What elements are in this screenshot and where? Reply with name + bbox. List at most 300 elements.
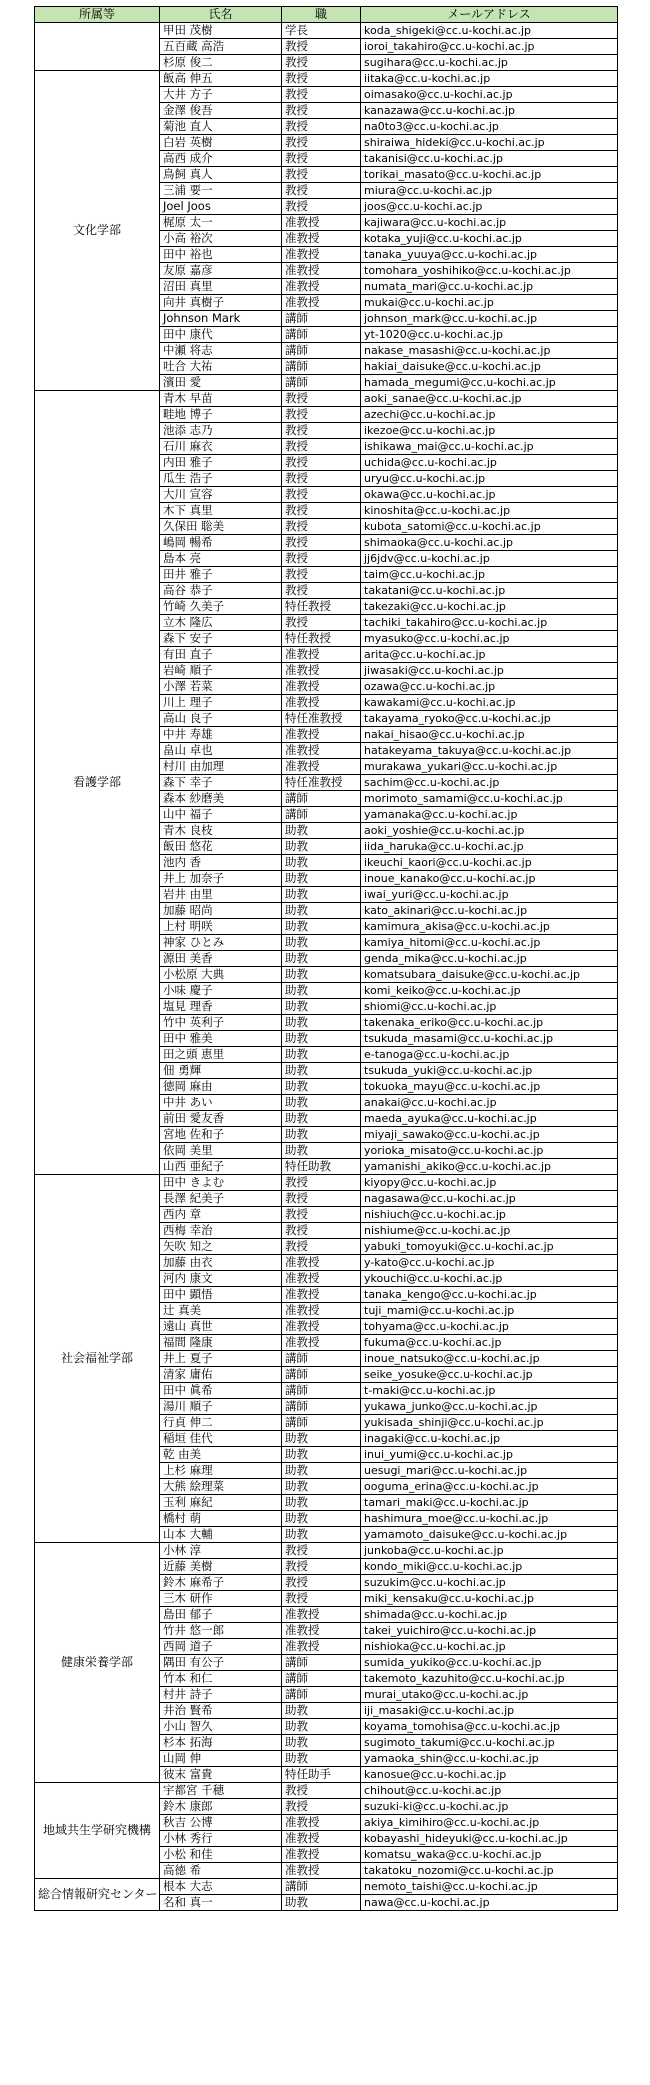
position-cell: 准教授 [282, 295, 361, 311]
email-cell: kondo_miki@cc.u-kochi.ac.jp [361, 1559, 618, 1575]
email-cell: nishiuch@cc.u-kochi.ac.jp [361, 1207, 618, 1223]
name-cell: 長澤 紀美子 [160, 1191, 282, 1207]
email-cell: azechi@cc.u-kochi.ac.jp [361, 407, 618, 423]
name-cell: 小松 和佳 [160, 1847, 282, 1863]
email-cell: suzukim@cc.u-kochi.ac.jp [361, 1575, 618, 1591]
name-cell: 中井 寿雄 [160, 727, 282, 743]
email-cell: tanaka_yuuya@cc.u-kochi.ac.jp [361, 247, 618, 263]
position-cell: 特任助手 [282, 1767, 361, 1783]
email-cell: inui_yumi@cc.u-kochi.ac.jp [361, 1447, 618, 1463]
position-cell: 助教 [282, 839, 361, 855]
position-cell: 講師 [282, 1687, 361, 1703]
position-cell: 助教 [282, 1703, 361, 1719]
email-cell: komi_keiko@cc.u-kochi.ac.jp [361, 983, 618, 999]
position-cell: 助教 [282, 871, 361, 887]
position-cell: 准教授 [282, 1335, 361, 1351]
staff-directory-sheet [34, 6, 617, 1911]
email-cell: akiya_kimihiro@cc.u-kochi.ac.jp [361, 1815, 618, 1831]
name-cell: 池添 志乃 [160, 423, 282, 439]
name-cell: 有田 直子 [160, 647, 282, 663]
email-cell: shimaoka@cc.u-kochi.ac.jp [361, 535, 618, 551]
position-cell: 講師 [282, 1415, 361, 1431]
email-cell: aoki_yoshie@cc.u-kochi.ac.jp [361, 823, 618, 839]
position-cell: 助教 [282, 823, 361, 839]
email-cell: inoue_kanako@cc.u-kochi.ac.jp [361, 871, 618, 887]
email-cell: aoki_sanae@cc.u-kochi.ac.jp [361, 391, 618, 407]
position-cell: 講師 [282, 1671, 361, 1687]
email-cell: kobayashi_hideyuki@cc.u-kochi.ac.jp [361, 1831, 618, 1847]
email-cell: tamari_maki@cc.u-kochi.ac.jp [361, 1495, 618, 1511]
name-cell: 井治 賢希 [160, 1703, 282, 1719]
name-cell: 田之頭 恵里 [160, 1047, 282, 1063]
name-cell: 竹崎 久美子 [160, 599, 282, 615]
position-cell: 教授 [282, 1175, 361, 1191]
name-cell: 宇都宮 千穂 [160, 1783, 282, 1799]
name-cell: 山西 亜紀子 [160, 1159, 282, 1175]
position-cell: 助教 [282, 1031, 361, 1047]
position-cell: 教授 [282, 1559, 361, 1575]
email-cell: iitaka@cc.u-kochi.ac.jp [361, 71, 618, 87]
position-cell: 助教 [282, 1495, 361, 1511]
email-cell: mukai@cc.u-kochi.ac.jp [361, 295, 618, 311]
position-cell: 学長 [282, 23, 361, 39]
table-row [35, 1879, 618, 1895]
name-cell: 鈴木 麻希子 [160, 1575, 282, 1591]
header-row [35, 7, 618, 23]
email-cell: johnson_mark@cc.u-kochi.ac.jp [361, 311, 618, 327]
name-cell: 高山 良子 [160, 711, 282, 727]
name-cell: 三木 研作 [160, 1591, 282, 1607]
name-cell: 竹本 和仁 [160, 1671, 282, 1687]
email-cell: shiomi@cc.u-kochi.ac.jp [361, 999, 618, 1015]
table-row [35, 1783, 618, 1799]
position-cell: 教授 [282, 119, 361, 135]
email-cell: inagaki@cc.u-kochi.ac.jp [361, 1431, 618, 1447]
email-cell: takatoku_nozomi@cc.u-kochi.ac.jp [361, 1863, 618, 1879]
position-cell: 講師 [282, 359, 361, 375]
name-cell: 白岩 英樹 [160, 135, 282, 151]
email-cell: ooguma_erina@cc.u-kochi.ac.jp [361, 1479, 618, 1495]
name-cell: 島本 亮 [160, 551, 282, 567]
email-cell: e-tanoga@cc.u-kochi.ac.jp [361, 1047, 618, 1063]
position-cell: 教授 [282, 615, 361, 631]
position-cell: 准教授 [282, 1623, 361, 1639]
position-cell: 講師 [282, 791, 361, 807]
name-cell: 前田 愛友香 [160, 1111, 282, 1127]
name-cell: 川上 理子 [160, 695, 282, 711]
position-cell: 特任准教授 [282, 775, 361, 791]
email-cell: miki_kensaku@cc.u-kochi.ac.jp [361, 1591, 618, 1607]
email-cell: nemoto_taishi@cc.u-kochi.ac.jp [361, 1879, 618, 1895]
email-cell: miura@cc.u-kochi.ac.jp [361, 183, 618, 199]
name-cell: 彼末 富貴 [160, 1767, 282, 1783]
name-cell: 内田 雅子 [160, 455, 282, 471]
position-cell: 助教 [282, 855, 361, 871]
email-cell: genda_mika@cc.u-kochi.ac.jp [361, 951, 618, 967]
position-cell: 助教 [282, 1063, 361, 1079]
position-cell: 助教 [282, 1751, 361, 1767]
name-cell: 高谷 恭子 [160, 583, 282, 599]
name-cell: 友原 嘉彦 [160, 263, 282, 279]
position-cell: 教授 [282, 87, 361, 103]
name-cell: 西梅 幸治 [160, 1223, 282, 1239]
name-cell: 池内 香 [160, 855, 282, 871]
table-row [35, 1543, 618, 1559]
position-cell: 教授 [282, 487, 361, 503]
email-cell: yabuki_tomoyuki@cc.u-kochi.ac.jp [361, 1239, 618, 1255]
name-cell: 畠山 卓也 [160, 743, 282, 759]
position-cell: 特任教授 [282, 631, 361, 647]
position-cell: 助教 [282, 935, 361, 951]
position-cell: 教授 [282, 151, 361, 167]
name-cell: 飯高 伸五 [160, 71, 282, 87]
email-cell: tohyama@cc.u-kochi.ac.jp [361, 1319, 618, 1335]
position-cell: 助教 [282, 1015, 361, 1031]
name-cell: 河内 康文 [160, 1271, 282, 1287]
position-cell: 助教 [282, 1127, 361, 1143]
position-cell: 助教 [282, 1511, 361, 1527]
email-cell: komatsubara_daisuke@cc.u-kochi.ac.jp [361, 967, 618, 983]
email-cell: kamimura_akisa@cc.u-kochi.ac.jp [361, 919, 618, 935]
email-cell: iida_haruka@cc.u-kochi.ac.jp [361, 839, 618, 855]
position-cell: 教授 [282, 423, 361, 439]
name-cell: 高西 成介 [160, 151, 282, 167]
name-cell: 杉本 拓海 [160, 1735, 282, 1751]
name-cell: Johnson Mark [160, 311, 282, 327]
name-cell: 上杉 麻理 [160, 1463, 282, 1479]
position-cell: 准教授 [282, 1815, 361, 1831]
name-cell: 三浦 要一 [160, 183, 282, 199]
name-cell: 田中 顕悟 [160, 1287, 282, 1303]
name-cell: 甲田 茂樹 [160, 23, 282, 39]
email-cell: yamanaka@cc.u-kochi.ac.jp [361, 807, 618, 823]
name-cell: 瓜生 浩子 [160, 471, 282, 487]
position-cell: 准教授 [282, 1319, 361, 1335]
position-cell: 教授 [282, 407, 361, 423]
position-cell: 准教授 [282, 1271, 361, 1287]
table-body [35, 23, 618, 1911]
name-cell: 村井 詩子 [160, 1687, 282, 1703]
position-cell: 助教 [282, 919, 361, 935]
email-cell: yt-1020@cc.u-kochi.ac.jp [361, 327, 618, 343]
email-cell: hakiai_daisuke@cc.u-kochi.ac.jp [361, 359, 618, 375]
name-cell: 遠山 真世 [160, 1319, 282, 1335]
position-cell: 准教授 [282, 679, 361, 695]
position-cell: 教授 [282, 503, 361, 519]
position-cell: 助教 [282, 1047, 361, 1063]
position-cell: 准教授 [282, 759, 361, 775]
name-cell: 杉原 俊二 [160, 55, 282, 71]
email-cell: ykouchi@cc.u-kochi.ac.jp [361, 1271, 618, 1287]
position-cell: 助教 [282, 887, 361, 903]
position-cell: 教授 [282, 1575, 361, 1591]
department-cell: 地域共生学研究機構 [35, 1783, 160, 1879]
name-cell: 村川 由加理 [160, 759, 282, 775]
name-cell: 鈴木 康郎 [160, 1799, 282, 1815]
name-cell: 田中 眞希 [160, 1383, 282, 1399]
email-cell: kiyopy@cc.u-kochi.ac.jp [361, 1175, 618, 1191]
position-cell: 教授 [282, 183, 361, 199]
email-cell: kanazawa@cc.u-kochi.ac.jp [361, 103, 618, 119]
name-cell: 岩井 由里 [160, 887, 282, 903]
name-cell: 山本 大輔 [160, 1527, 282, 1543]
position-cell: 教授 [282, 1191, 361, 1207]
position-cell: 助教 [282, 1431, 361, 1447]
position-cell: 特任助教 [282, 1159, 361, 1175]
position-cell: 准教授 [282, 695, 361, 711]
name-cell: 井上 加奈子 [160, 871, 282, 887]
position-cell: 講師 [282, 311, 361, 327]
email-cell: hashimura_moe@cc.u-kochi.ac.jp [361, 1511, 618, 1527]
name-cell: 小山 智久 [160, 1719, 282, 1735]
email-cell: sachim@cc.u-kochi.ac.jp [361, 775, 618, 791]
email-cell: uryu@cc.u-kochi.ac.jp [361, 471, 618, 487]
name-cell: 加藤 昭尚 [160, 903, 282, 919]
department-cell: 看護学部 [35, 391, 160, 1175]
position-cell: 教授 [282, 583, 361, 599]
position-cell: 准教授 [282, 1831, 361, 1847]
position-cell: 教授 [282, 1783, 361, 1799]
name-cell: 山中 福子 [160, 807, 282, 823]
email-cell: yamanishi_akiko@cc.u-kochi.ac.jp [361, 1159, 618, 1175]
position-cell: 教授 [282, 199, 361, 215]
email-cell: myasuko@cc.u-kochi.ac.jp [361, 631, 618, 647]
header-email: メールアドレス [361, 7, 618, 23]
name-cell: 中瀬 将志 [160, 343, 282, 359]
email-cell: yukawa_junko@cc.u-kochi.ac.jp [361, 1399, 618, 1415]
position-cell: 助教 [282, 1479, 361, 1495]
email-cell: nakase_masashi@cc.u-kochi.ac.jp [361, 343, 618, 359]
email-cell: iji_masaki@cc.u-kochi.ac.jp [361, 1703, 618, 1719]
name-cell: 名和 真一 [160, 1895, 282, 1911]
name-cell: 秋吉 公博 [160, 1815, 282, 1831]
header-position: 職 [282, 7, 361, 23]
name-cell: 湯川 順子 [160, 1399, 282, 1415]
name-cell: 青木 良枝 [160, 823, 282, 839]
email-cell: ioroi_takahiro@cc.u-kochi.ac.jp [361, 39, 618, 55]
email-cell: sugihara@cc.u-kochi.ac.jp [361, 55, 618, 71]
staff-directory-table [34, 6, 618, 1911]
table-row [35, 71, 618, 87]
name-cell: 神家 ひとみ [160, 935, 282, 951]
name-cell: 上村 明咲 [160, 919, 282, 935]
position-cell: 准教授 [282, 263, 361, 279]
position-cell: 助教 [282, 1527, 361, 1543]
position-cell: 准教授 [282, 1639, 361, 1655]
name-cell: 中井 あい [160, 1095, 282, 1111]
position-cell: 講師 [282, 343, 361, 359]
email-cell: oimasako@cc.u-kochi.ac.jp [361, 87, 618, 103]
position-cell: 准教授 [282, 279, 361, 295]
position-cell: 教授 [282, 55, 361, 71]
name-cell: 近藤 美樹 [160, 1559, 282, 1575]
email-cell: jj6jdv@cc.u-kochi.ac.jp [361, 551, 618, 567]
name-cell: 大熊 絵理菜 [160, 1479, 282, 1495]
email-cell: yamaoka_shin@cc.u-kochi.ac.jp [361, 1751, 618, 1767]
email-cell: yorioka_misato@cc.u-kochi.ac.jp [361, 1143, 618, 1159]
email-cell: numata_mari@cc.u-kochi.ac.jp [361, 279, 618, 295]
position-cell: 講師 [282, 1367, 361, 1383]
name-cell: 島田 郁子 [160, 1607, 282, 1623]
position-cell: 助教 [282, 1735, 361, 1751]
position-cell: 教授 [282, 551, 361, 567]
name-cell: 鳥飼 真人 [160, 167, 282, 183]
position-cell: 教授 [282, 135, 361, 151]
name-cell: 竹井 悠一郎 [160, 1623, 282, 1639]
email-cell: joos@cc.u-kochi.ac.jp [361, 199, 618, 215]
position-cell: 准教授 [282, 1607, 361, 1623]
position-cell: 教授 [282, 1591, 361, 1607]
email-cell: taim@cc.u-kochi.ac.jp [361, 567, 618, 583]
name-cell: 行貞 伸二 [160, 1415, 282, 1431]
name-cell: 大井 方子 [160, 87, 282, 103]
name-cell: 井上 夏子 [160, 1351, 282, 1367]
name-cell: 小味 慶子 [160, 983, 282, 999]
position-cell: 助教 [282, 1095, 361, 1111]
position-cell: 教授 [282, 103, 361, 119]
position-cell: 准教授 [282, 1847, 361, 1863]
position-cell: 助教 [282, 1111, 361, 1127]
position-cell: 准教授 [282, 1255, 361, 1271]
email-cell: ozawa@cc.u-kochi.ac.jp [361, 679, 618, 695]
name-cell: 向井 真樹子 [160, 295, 282, 311]
name-cell: 石川 麻衣 [160, 439, 282, 455]
position-cell: 教授 [282, 1207, 361, 1223]
header-name: 氏名 [160, 7, 282, 23]
name-cell: 玉利 麻紀 [160, 1495, 282, 1511]
email-cell: murai_utako@cc.u-kochi.ac.jp [361, 1687, 618, 1703]
position-cell: 特任准教授 [282, 711, 361, 727]
position-cell: 講師 [282, 327, 361, 343]
email-cell: takanisi@cc.u-kochi.ac.jp [361, 151, 618, 167]
email-cell: tuji_mami@cc.u-kochi.ac.jp [361, 1303, 618, 1319]
position-cell: 助教 [282, 1079, 361, 1095]
email-cell: hatakeyama_takuya@cc.u-kochi.ac.jp [361, 743, 618, 759]
email-cell: tokuoka_mayu@cc.u-kochi.ac.jp [361, 1079, 618, 1095]
name-cell: 濱田 愛 [160, 375, 282, 391]
email-cell: arita@cc.u-kochi.ac.jp [361, 647, 618, 663]
name-cell: 徳岡 麻由 [160, 1079, 282, 1095]
position-cell: 教授 [282, 439, 361, 455]
email-cell: okawa@cc.u-kochi.ac.jp [361, 487, 618, 503]
name-cell: 木下 真里 [160, 503, 282, 519]
email-cell: kubota_satomi@cc.u-kochi.ac.jp [361, 519, 618, 535]
name-cell: 田中 雅美 [160, 1031, 282, 1047]
name-cell: 小林 秀行 [160, 1831, 282, 1847]
table-row [35, 1175, 618, 1191]
email-cell: nagasawa@cc.u-kochi.ac.jp [361, 1191, 618, 1207]
email-cell: murakawa_yukari@cc.u-kochi.ac.jp [361, 759, 618, 775]
position-cell: 助教 [282, 967, 361, 983]
email-cell: miyaji_sawako@cc.u-kochi.ac.jp [361, 1127, 618, 1143]
email-cell: shiraiwa_hideki@cc.u-kochi.ac.jp [361, 135, 618, 151]
position-cell: 准教授 [282, 647, 361, 663]
name-cell: 沼田 真里 [160, 279, 282, 295]
email-cell: kamiya_hitomi@cc.u-kochi.ac.jp [361, 935, 618, 951]
name-cell: 五百蔵 高浩 [160, 39, 282, 55]
table-header [35, 7, 618, 23]
name-cell: 宮地 佐和子 [160, 1127, 282, 1143]
email-cell: takemoto_kazuhito@cc.u-kochi.ac.jp [361, 1671, 618, 1687]
email-cell: takei_yuichiro@cc.u-kochi.ac.jp [361, 1623, 618, 1639]
name-cell: 佃 勇輝 [160, 1063, 282, 1079]
name-cell: 小高 裕次 [160, 231, 282, 247]
email-cell: tsukuda_masami@cc.u-kochi.ac.jp [361, 1031, 618, 1047]
name-cell: 大川 宣容 [160, 487, 282, 503]
name-cell: 清家 庸佑 [160, 1367, 282, 1383]
name-cell: 森下 安子 [160, 631, 282, 647]
email-cell: kawakami@cc.u-kochi.ac.jp [361, 695, 618, 711]
email-cell: tanaka_kengo@cc.u-kochi.ac.jp [361, 1287, 618, 1303]
position-cell: 助教 [282, 1143, 361, 1159]
name-cell: Joel Joos [160, 199, 282, 215]
position-cell: 特任教授 [282, 599, 361, 615]
email-cell: yukisada_shinji@cc.u-kochi.ac.jp [361, 1415, 618, 1431]
name-cell: 久保田 聡美 [160, 519, 282, 535]
department-cell: 総合情報研究センター [35, 1879, 160, 1911]
department-cell: 健康栄養学部 [35, 1543, 160, 1783]
email-cell: inoue_natsuko@cc.u-kochi.ac.jp [361, 1351, 618, 1367]
position-cell: 助教 [282, 951, 361, 967]
email-cell: uesugi_mari@cc.u-kochi.ac.jp [361, 1463, 618, 1479]
email-cell: seike_yosuke@cc.u-kochi.ac.jp [361, 1367, 618, 1383]
name-cell: 竹中 英利子 [160, 1015, 282, 1031]
name-cell: 田中 康代 [160, 327, 282, 343]
name-cell: 山岡 伸 [160, 1751, 282, 1767]
email-cell: sugimoto_takumi@cc.u-kochi.ac.jp [361, 1735, 618, 1751]
email-cell: takatani@cc.u-kochi.ac.jp [361, 583, 618, 599]
email-cell: kinoshita@cc.u-kochi.ac.jp [361, 503, 618, 519]
position-cell: 准教授 [282, 663, 361, 679]
email-cell: na0to3@cc.u-kochi.ac.jp [361, 119, 618, 135]
position-cell: 講師 [282, 1879, 361, 1895]
position-cell: 准教授 [282, 247, 361, 263]
email-cell: fukuma@cc.u-kochi.ac.jp [361, 1335, 618, 1351]
name-cell: 橋村 萌 [160, 1511, 282, 1527]
name-cell: 立木 隆広 [160, 615, 282, 631]
position-cell: 助教 [282, 999, 361, 1015]
name-cell: 菊池 直人 [160, 119, 282, 135]
name-cell: 岩崎 順子 [160, 663, 282, 679]
position-cell: 教授 [282, 567, 361, 583]
email-cell: tachiki_takahiro@cc.u-kochi.ac.jp [361, 615, 618, 631]
header-department: 所属等 [35, 7, 160, 23]
email-cell: junkoba@cc.u-kochi.ac.jp [361, 1543, 618, 1559]
position-cell: 准教授 [282, 1863, 361, 1879]
email-cell: hamada_megumi@cc.u-kochi.ac.jp [361, 375, 618, 391]
position-cell: 助教 [282, 1447, 361, 1463]
email-cell: sumida_yukiko@cc.u-kochi.ac.jp [361, 1655, 618, 1671]
position-cell: 助教 [282, 903, 361, 919]
position-cell: 准教授 [282, 743, 361, 759]
email-cell: morimoto_samami@cc.u-kochi.ac.jp [361, 791, 618, 807]
position-cell: 助教 [282, 1463, 361, 1479]
email-cell: uchida@cc.u-kochi.ac.jp [361, 455, 618, 471]
position-cell: 准教授 [282, 1287, 361, 1303]
email-cell: nishioka@cc.u-kochi.ac.jp [361, 1639, 618, 1655]
department-cell [35, 23, 160, 71]
email-cell: kajiwara@cc.u-kochi.ac.jp [361, 215, 618, 231]
email-cell: takayama_ryoko@cc.u-kochi.ac.jp [361, 711, 618, 727]
position-cell: 准教授 [282, 215, 361, 231]
email-cell: nakai_hisao@cc.u-kochi.ac.jp [361, 727, 618, 743]
name-cell: 西内 章 [160, 1207, 282, 1223]
position-cell: 教授 [282, 71, 361, 87]
name-cell: 嶋岡 暢希 [160, 535, 282, 551]
name-cell: 飯田 悠花 [160, 839, 282, 855]
name-cell: 加藤 由衣 [160, 1255, 282, 1271]
name-cell: 森下 幸子 [160, 775, 282, 791]
